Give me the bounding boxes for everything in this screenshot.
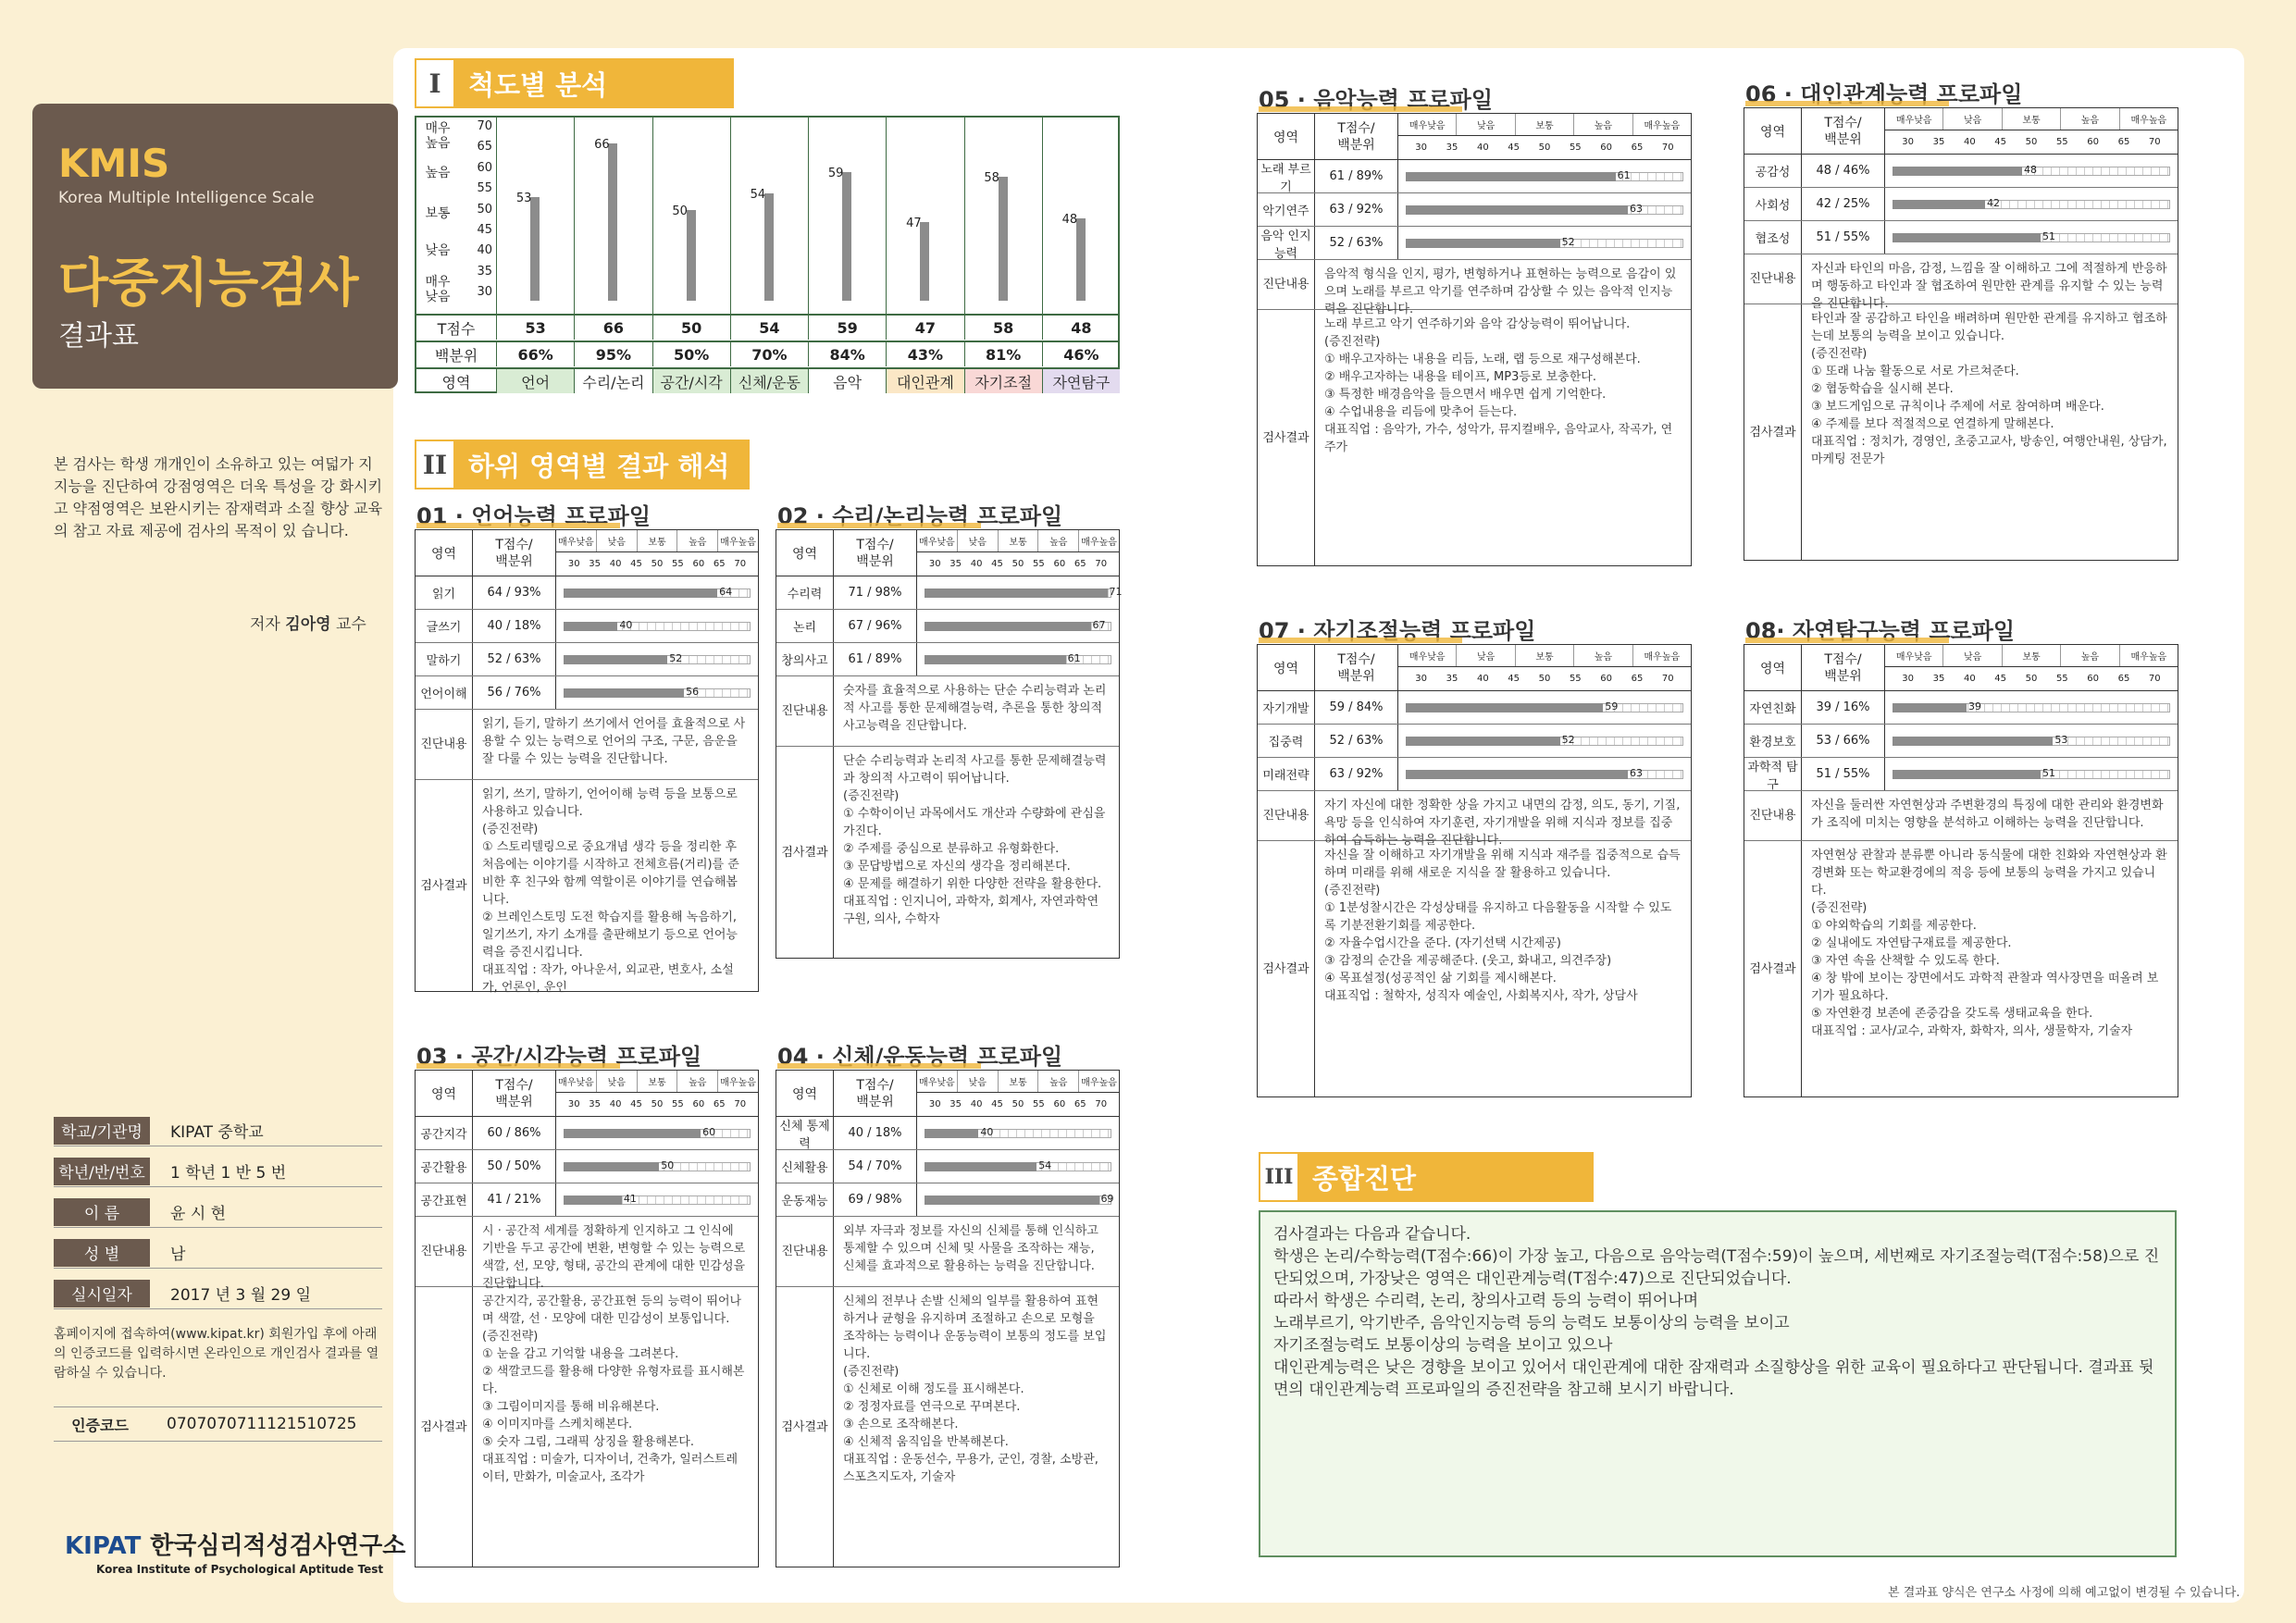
profile-row: 과학적 탐구 51 / 55% 51 — [1744, 758, 2178, 791]
score-bar-value: 40 — [980, 1126, 994, 1138]
score-bar — [1406, 770, 1628, 779]
info-label: 학년/반/번호 — [54, 1158, 150, 1185]
info-value: 2017 년 3 월 29 일 — [170, 1286, 311, 1305]
info-label: 성 별 — [54, 1239, 150, 1267]
score-bar-value: 51 — [2042, 767, 2055, 779]
profile-08: 08· 자연탐구능력 프로파일 영역 T점수/ 백분위 매우낮음 낮음 보통 높음 매우높음 30 35 40 45 50 55 60 65 70 자연친화 39 / 16% 39 환경보호 53 / 66% 53 과학적 탐구 51 / 55% 51 진단내용 자신을 둘러싼 자연현상과 주변환경의 특징에 대한 관리와 환경변화가 조직에 미치는 영향을 분석하고 이해하는 능력을 진단합니다. 검사결과 자연현상 관찰과 분류뿐 아니라 동식물에 대한 친화와 자연현상과 환경변화 또는 학교환경에의 적응 등에 보통의 능력을 가지고 있습니다. (증진전략) ① 야외학습의 기회를 제공한다. ② 실내에도 자연탐구재료를 제공한다. ③ 자연 속을 산책할 수 있도록 한다. ④ 창 밖에 보이는 장면에서도 과학적 관찰과 역사장면을 떠올려 보기가 필요하다. ⑤ 자연환경 보존에 존중감을 갖도록 생태교육을 한다. 대표직업 : 교사/교수, 과학자, 화학자, 의사, 생물학자, 기술자 — [1744, 613, 2178, 1097]
diagnosis: 진단내용 음악적 형식을 인지, 평가, 변형하거나 표현하는 능력으로 음감이 있으며 노래를 부르고 악기를 연주하며 감상할 수 있는 음악적 인지능력을 진단합니다. — [1258, 260, 1691, 310]
y-level-label: 낮음 — [425, 243, 451, 258]
bar-value-label: 48 — [1061, 212, 1078, 227]
score-bar-value: 61 — [1617, 169, 1631, 181]
profile-row: 협조성 51 / 55% 51 — [1744, 221, 2178, 254]
y-level-label: 매우 낮음 — [425, 275, 451, 304]
y-level-label: 높음 — [425, 166, 451, 180]
score-bar — [1406, 703, 1603, 712]
cert-code-value: 0707070711121510725 — [167, 1415, 357, 1433]
score-bar — [564, 1196, 622, 1205]
profile-title: 02 · 수리/논리능력 프로파일 — [776, 498, 1120, 529]
profile-row: 신체 통제력 40 / 18% 40 — [776, 1117, 1119, 1150]
info-value: 윤 시 현 — [170, 1205, 227, 1223]
score-bar — [564, 688, 684, 698]
info-value: KIPAT 중학교 — [170, 1123, 264, 1142]
score-bar-value: 59 — [1605, 700, 1619, 712]
y-tick-label: 65 — [477, 140, 492, 155]
profile-row: 자연친화 39 / 16% 39 — [1744, 691, 2178, 725]
profile-row: 음악 인지능력 52 / 63% 52 — [1258, 227, 1691, 260]
score-bar — [925, 1196, 1099, 1205]
bar — [764, 193, 774, 301]
section-1-header: I 척도별 분석 — [415, 58, 734, 108]
score-bar — [925, 622, 1091, 631]
profile-row: 미래전략 63 / 92% 63 — [1258, 758, 1691, 791]
score-bar — [564, 622, 617, 631]
y-tick-label: 35 — [477, 264, 492, 279]
diagnosis: 진단내용 읽기, 듣기, 말하기 쓰기에서 언어를 효율적으로 사용할 수 있는 능력으로 언어의 구조, 구문, 음운을 잘 다룰 수 있는 능력을 진단합니다. — [416, 710, 758, 780]
bar-value-label: 47 — [906, 217, 922, 231]
score-bar — [925, 1162, 1036, 1171]
info-row — [54, 1278, 382, 1309]
profile-row: 공간표현 41 / 21% 41 — [416, 1183, 758, 1217]
y-tick-label: 30 — [477, 285, 492, 300]
profile-01: 01 · 언어능력 프로파일 영역 T점수/ 백분위 매우낮음 낮음 보통 높음 매우높음 30 35 40 45 50 55 60 65 70 읽기 64 / 93% 64 글쓰기 40 / 18% 40 말하기 52 / 63% 52 언어이해 56 / 76% 56 진단내용 읽기, 듣기, 말하기 쓰기에서 언어를 효율적으로 사용할 수 있는 능력으로 언어의 구조, 구문, 음운을 잘 다룰 수 있는 능력을 진단합니다. 검사결과 읽기, 쓰기, 말하기, 언어이해 능력 등을 보통으로 사용하고 있습니다. (증진전략) ① 스토리텔링으로 중요개념 생각 등을 정리한 후 처음에는 이야기를 시작하고 전체흐름(거리)를 준비한 후 친구와 함께 역할이론 이야기를 연습해봅니다. ② 브레인스토밍 도전 학습지를 활용해 녹음하기, 일기쓰기, 자기 소개를 출판해보기 등으로 언어능력을 증진시킵니다. 대표직업 : 작가, 아나운서, 외교관, 변호사, 소설가, 언론인, 운인 — [415, 498, 759, 992]
score-bar-value: 42 — [1987, 197, 2000, 209]
score-bar — [1893, 770, 2041, 779]
profile-row: 환경보호 53 / 66% 53 — [1744, 725, 2178, 758]
y-tick-label: 70 — [477, 119, 492, 133]
page-title: 다중지능검사 — [58, 254, 359, 314]
bar — [687, 210, 696, 302]
profile-row: 읽기 64 / 93% 64 — [416, 576, 758, 610]
info-row — [54, 1196, 382, 1228]
page-subtitle: 결과표 — [58, 320, 139, 353]
profile-row: 운동재능 69 / 98% 69 — [776, 1183, 1119, 1217]
score-bar-value: 69 — [1100, 1193, 1114, 1205]
y-level-label: 보통 — [425, 206, 451, 221]
profile-row: 수리력 71 / 98% 71 — [776, 576, 1119, 610]
score-bar-value: 53 — [2054, 734, 2068, 746]
score-bar-value: 56 — [686, 686, 700, 698]
score-bar-value: 52 — [1561, 236, 1575, 248]
profile-row: 공간활용 50 / 50% 50 — [416, 1150, 758, 1183]
profile-title: 07 · 자기조절능력 프로파일 — [1257, 613, 1692, 644]
info-value: 남 — [170, 1245, 186, 1264]
profile-04: 04 · 신체/운동능력 프로파일 영역 T점수/ 백분위 매우낮음 낮음 보통 높음 매우높음 30 35 40 45 50 55 60 65 70 신체 통제력 40 / 18% 40 신체활용 54 / 70% 54 운동재능 69 / 98% 69 진단내용 외부 자극과 정보를 자신의 신체를 통해 인식하고 통제할 수 있으며 신체 및 사물을 조작하는 재능, 신체를 효과적으로 활용하는 능력을 진단합니다. 검사결과 신체의 전부나 손발 신체의 일부를 활용하여 표현하거나 균형을 유지하며 조절하고 손으로 모형을 조작하는 능력이나 운동능력이 보통의 정도를 보입니다. (증진전략) ① 신체로 이해 정도를 표시해본다. ② 정정자료를 연극으로 꾸며본다. ③ 손으로 조작해본다. ④ 신체적 움직임을 반복해본다. 대표직업 : 운동선수, 무용가, 군인, 경찰, 소방관, 스포츠지도자, 기술자 — [776, 1038, 1120, 1567]
score-bar — [1893, 737, 2053, 746]
scale-row: 영역 언어 수리/논리 공간/시각 신체/운동 음악 대인관계 자기조절 자연탐구 — [416, 367, 1120, 393]
profile-row: 글쓰기 40 / 18% 40 — [416, 610, 758, 643]
score-bar-value: 50 — [661, 1159, 675, 1171]
y-tick-label: 50 — [477, 202, 492, 217]
bar — [842, 172, 851, 301]
student-info — [54, 1115, 382, 1319]
section-3-header: III 종합진단 — [1259, 1152, 1594, 1202]
bar-value-label: 59 — [827, 167, 844, 181]
section-2-header: II 하위 영역별 결과 해석 — [415, 440, 750, 489]
profile-row: 사회성 42 / 25% 42 — [1744, 188, 2178, 221]
info-value: 1 학년 1 반 5 번 — [170, 1164, 287, 1183]
profile-row: 악기연주 63 / 92% 63 — [1258, 193, 1691, 227]
profile-03: 03 · 공간/시각능력 프로파일 영역 T점수/ 백분위 매우낮음 낮음 보통 높음 매우높음 30 35 40 45 50 55 60 65 70 공간지각 60 / 86% 60 공간활용 50 / 50% 50 공간표현 41 / 21% 41 진단내용 시 · 공간적 세계를 정확하게 인지하고 그 인식에 기반을 두고 공간에 변환, 변형할 수 있는 능력으로 색깔, 선, 모양, 형태, 공간의 관계에 대한 민감성을 진단합니다. 검사결과 공간지각, 공간활용, 공간표현 등의 능력이 뛰어나며 색깔, 선 · 모양에 대한 민감성이 보통입니다. (증진전략) ① 눈을 감고 기억할 내용을 그려본다. ② 색깔코드를 활용해 다양한 유형자료를 표시해본다. ③ 그림이미지를 통해 비유해본다. ④ 이미지마를 스케치해본다. ⑤ 숫자 그림, 그래픽 상징을 활용해본다. 대표직업 : 미술가, 디자이너, 건축가, 일러스트레이터, 만화가, 미술교사, 조각가 — [415, 1038, 759, 1567]
profile-title: 08· 자연탐구능력 프로파일 — [1744, 613, 2178, 644]
test-result: 검사결과 신체의 전부나 손발 신체의 일부를 활용하여 표현하거나 균형을 유지하며 조절하고 손으로 모형을 조작하는 능력이나 운동능력이 보통의 정도를 보입니다. (증진전략) ① 신체로 이해 정도를 표시해본다. ② 정정자료를 연극으로 꾸며본다. ③ 손으로 조작해본다. ④ 신체적 움직임을 반복해본다. 대표직업 : 운동선수, 무용가, 군인, 경찰, 소방관, 스포츠지도자, 기술자 — [776, 1287, 1119, 1567]
footnote: 본 결과표 양식은 연구소 사정에 의해 예고없이 변경될 수 있습니다. — [1888, 1586, 2240, 1600]
score-bar — [564, 1162, 659, 1171]
profile-title: 03 · 공간/시각능력 프로파일 — [415, 1038, 759, 1070]
y-tick-label: 45 — [477, 223, 492, 237]
score-bar — [1406, 737, 1560, 746]
score-bar-value: 61 — [1067, 652, 1081, 664]
score-bar-value: 40 — [619, 619, 633, 631]
score-bar — [564, 588, 717, 598]
profile-title: 05 · 음악능력 프로파일 — [1257, 81, 1692, 113]
bar — [920, 222, 929, 301]
test-result: 검사결과 단순 수리능력과 논리적 사고를 통한 문제해결능력과 창의적 사고력이 뛰어납니다. (증진전략) ① 수학이이닌 과목에서도 개산과 수량화에 관심을 가진다. ② 주제를 중심으로 분류하고 유형화한다. ③ 문답방법으로 자신의 생각을 정리해본다. ④ 문제를 해결하기 위한 다양한 전략을 활용한다. 대표직업 : 인지니어, 과학자, 회계사, 자연과학연구원, 의사, 수학자 — [776, 747, 1119, 958]
score-bar-value: 64 — [719, 586, 733, 598]
score-bar-value: 51 — [2042, 230, 2055, 242]
bar-value-label: 66 — [594, 137, 610, 152]
score-bar-value: 71 — [1109, 586, 1123, 598]
score-bar — [564, 655, 667, 664]
scale-row: T점수 53 66 50 54 59 47 58 48 — [416, 314, 1120, 340]
profile-row: 공간지각 60 / 86% 60 — [416, 1117, 758, 1150]
score-bar-value: 60 — [702, 1126, 716, 1138]
score-bar — [925, 1129, 978, 1138]
score-bar-value: 39 — [1968, 700, 1981, 712]
info-label: 이 름 — [54, 1198, 150, 1226]
title-box — [32, 104, 398, 389]
online-note: 홈페이지에 접속하여(www.kipat.kr) 회원가입 후에 아래의 인증코드를 입력하시면 온라인으로 개인검사 결과를 열람하실 수 있습니다. — [54, 1327, 379, 1381]
profile-title: 01 · 언어능력 프로파일 — [415, 498, 759, 529]
score-bar-value: 52 — [669, 652, 683, 664]
y-level-label: 매우 높음 — [425, 121, 451, 151]
diagnosis: 진단내용 외부 자극과 정보를 자신의 신체를 통해 인식하고 통제할 수 있으며 신체 및 사물을 조작하는 재능, 신체를 효과적으로 활용하는 능력을 진단합니다. — [776, 1217, 1119, 1287]
brand: KMIS — [58, 141, 170, 186]
score-bar — [1893, 703, 1967, 712]
bar-value-label: 50 — [672, 204, 688, 218]
profile-row: 노래 부르기 61 / 89% 61 — [1258, 160, 1691, 193]
y-tick-label: 55 — [477, 181, 492, 196]
scale-chart — [415, 116, 1120, 393]
test-result: 검사결과 공간지각, 공간활용, 공간표현 등의 능력이 뛰어나며 색깔, 선 · 모양에 대한 민감성이 보통입니다. (증진전략) ① 눈을 감고 기억할 내용을 그려본다. ② 색깔코드를 활용해 다양한 유형자료를 표시해본다. ③ 그림이미지를 통해 비유해본다. ④ 이미지마를 스케치해본다. ⑤ 숫자 그림, 그래픽 상징을 활용해본다. 대표직업 : 미술가, 디자이너, 건축가, 일러스트레이터, 만화가, 미술교사, 조각가 — [416, 1287, 758, 1567]
profile-title: 06 · 대인관계능력 프로파일 — [1744, 76, 2178, 107]
profile-07: 07 · 자기조절능력 프로파일 영역 T점수/ 백분위 매우낮음 낮음 보통 높음 매우높음 30 35 40 45 50 55 60 65 70 자기개발 59 / 84% 59 집중력 52 / 63% 52 미래전략 63 / 92% 63 진단내용 자기 자신에 대한 정확한 상을 가지고 내면의 감정, 의도, 동기, 기질, 욕망 등을 인식하여 자기훈련, 자기개발을 위해 지식과 정보를 집중하여 습득하는 능력을 진단합니다. 검사결과 자신을 잘 이해하고 자기개발을 위해 지식과 재주를 집중적으로 습득하며 미래를 위해 새로운 지식을 잘 활용하고 있습니다. (증진전략) ① 1분성찰시간은 각성상태를 유지하고 다음활동을 시작할 수 있도록 기분전환기회를 제공한다. ② 자율수업시간을 준다. (자기선택 시간제공) ③ 감정의 순간을 제공해준다. (웃고, 화내고, 의견주장) ④ 목표설정(성공적인 삶 기회를 제시해본다. 대표직업 : 철학자, 성직자 예술인, 사회복지사, 작가, 상담사 — [1257, 613, 1692, 1097]
info-row — [54, 1237, 382, 1269]
bar-value-label: 53 — [515, 192, 532, 206]
kipat-logo: KIPAT 한국심리적성검사연구소 Korea Institute of Psychological Aptitude Test — [65, 1532, 406, 1576]
bar — [530, 197, 540, 301]
diagnosis: 진단내용 시 · 공간적 세계를 정확하게 인지하고 그 인식에 기반을 두고 공간에 변환, 변형할 수 있는 능력으로 색깔, 선, 모양, 형태, 공간의 관계에 대한 민감성을 진단합니다. — [416, 1217, 758, 1287]
test-result: 검사결과 자연현상 관찰과 분류뿐 아니라 동식물에 대한 친화와 자연현상과 환경변화 또는 학교환경에의 적응 등에 보통의 능력을 가지고 있습니다. (증진전략) ① 야외학습의 기회를 제공한다. ② 실내에도 자연탐구재료를 제공한다. ③ 자연 속을 산책할 수 있도록 한다. ④ 창 밖에 보이는 장면에서도 과학적 관찰과 역사장면을 떠올려 보기가 필요하다. ⑤ 자연환경 보존에 존중감을 갖도록 생태교육을 한다. 대표직업 : 교사/교수, 과학자, 화학자, 의사, 생물학자, 기술자 — [1744, 841, 2178, 1096]
diagnosis: 진단내용 자신을 둘러싼 자연현상과 주변환경의 특징에 대한 관리와 환경변화가 조직에 미치는 영향을 분석하고 이해하는 능력을 진단합니다. — [1744, 791, 2178, 841]
score-bar-value: 67 — [1092, 619, 1106, 631]
profile-row: 언어이해 56 / 76% 56 — [416, 676, 758, 710]
score-bar — [564, 1129, 701, 1138]
profile-05: 05 · 음악능력 프로파일 영역 T점수/ 백분위 매우낮음 낮음 보통 높음 매우높음 30 35 40 45 50 55 60 65 70 노래 부르기 61 / 89% 61 악기연주 63 / 92% 63 음악 인지능력 52 / 63% 52 진단내용 음악적 형식을 인지, 평가, 변형하거나 표현하는 능력으로 음감이 있으며 노래를 부르고 악기를 연주하며 감상할 수 있는 음악적 인지능력을 진단합니다. 검사결과 노래 부르고 악기 연주하기와 음악 감상능력이 뛰어납니다. (증진전략) ① 배우고자하는 내용을 리듬, 노래, 랩 등으로 재구성해본다. ② 배우고자하는 내용을 테이프, MP3등로 보충한다. ③ 특정한 배경음악을 들으면서 배우면 쉽게 기억한다. ④ 수업내용을 리듬에 맞추어 듣는다. 대표직업 : 음악가, 가수, 성악가, 뮤지컬배우, 음악교사, 작곡가, 연주가 — [1257, 81, 1692, 566]
test-result: 검사결과 자신을 잘 이해하고 자기개발을 위해 지식과 재주를 집중적으로 습득하며 미래를 위해 새로운 지식을 잘 활용하고 있습니다. (증진전략) ① 1분성찰시간은 각성상태를 유지하고 다음활동을 시작할 수 있도록 기분전환기회를 제공한다. ② 자율수업시간을 준다. (자기선택 시간제공) ③ 감정의 순간을 제공해준다. (웃고, 화내고, 의견주장) ④ 목표설정(성공적인 삶 기회를 제시해본다. 대표직업 : 철학자, 성직자 예술인, 사회복지사, 작가, 상담사 — [1258, 841, 1691, 1096]
bar-value-label: 58 — [984, 170, 999, 185]
author: 저자 김아영 교수 — [250, 615, 366, 634]
score-bar-value: 63 — [1630, 203, 1643, 215]
score-bar — [1893, 167, 2022, 176]
cert-code — [54, 1406, 382, 1442]
bar — [999, 177, 1008, 301]
bar — [608, 143, 617, 301]
test-result: 검사결과 타인과 잘 공감하고 타인을 배려하며 원만한 관계를 유지하고 협조하는데 보통의 능력을 보이고 있습니다. (증진전략) ① 또래 나눔 활동으로 서로 가르쳐준다. ② 협동학습을 실시해 본다. ③ 보드게임으로 규칙이나 주제에 서로 참여하며 배운다. ④ 주제를 보다 적절적으로 연결하게 말해본다. 대표직업 : 정치가, 경영인, 초중고교사, 방송인, 여행안내원, 상담가, 마케팅 전문가 — [1744, 304, 2178, 560]
y-tick-label: 40 — [477, 243, 492, 258]
score-bar-value: 63 — [1630, 767, 1643, 779]
diagnosis: 진단내용 숫자를 효율적으로 사용하는 단순 수리능력과 논리적 사고를 통한 문제해결능력, 추론을 통한 창의적 사고능력을 진단합니다. — [776, 676, 1119, 747]
score-bar-value: 41 — [623, 1193, 637, 1205]
scale-row: 백분위 66% 95% 50% 70% 84% 43% 81% 46% — [416, 341, 1120, 366]
profile-02: 02 · 수리/논리능력 프로파일 영역 T점수/ 백분위 매우낮음 낮음 보통 높음 매우높음 30 35 40 45 50 55 60 65 70 수리력 71 / 98% 71 논리 67 / 96% 67 창의사고 61 / 89% 61 진단내용 숫자를 효율적으로 사용하는 단순 수리능력과 논리적 사고를 통한 문제해결능력, 추론을 통한 창의적 사고능력을 진단합니다. 검사결과 단순 수리능력과 논리적 사고를 통한 문제해결능력과 창의적 사고력이 뛰어납니다. (증진전략) ① 수학이이닌 과목에서도 개산과 수량화에 관심을 가진다. ② 주제를 중심으로 분류하고 유형화한다. ③ 문답방법으로 자신의 생각을 정리해본다. ④ 문제를 해결하기 위한 다양한 전략을 활용한다. 대표직업 : 인지니어, 과학자, 회계사, 자연과학연구원, 의사, 수학자 — [776, 498, 1120, 959]
intro-text: 본 검사는 학생 개개인이 소유하고 있는 여덟가 지 지능을 진단하여 강점영역은 더욱 특성을 강 화시키고 약점영역은 보완시키는 잠재력과 소질 향상 교육의 참고 자료 제공에 검사의 목적이 있 습니다. — [54, 455, 383, 539]
score-bar — [1893, 233, 2041, 242]
info-row — [54, 1156, 382, 1187]
profile-title: 04 · 신체/운동능력 프로파일 — [776, 1038, 1120, 1070]
cert-code-label: 인증코드 — [71, 1416, 129, 1434]
diagnosis: 진단내용 자기 자신에 대한 정확한 상을 가지고 내면의 감정, 의도, 동기, 기질, 욕망 등을 인식하여 자기훈련, 자기개발을 위해 지식과 정보를 집중하여 습득하는 능력을 진단합니다. — [1258, 791, 1691, 841]
profile-row: 집중력 52 / 63% 52 — [1258, 725, 1691, 758]
brand-subtitle: Korea Multiple Intelligence Scale — [58, 189, 315, 207]
score-bar — [1406, 172, 1616, 181]
score-bar — [1893, 200, 1985, 209]
profile-row: 말하기 52 / 63% 52 — [416, 643, 758, 676]
score-bar-value: 54 — [1038, 1159, 1052, 1171]
score-bar — [1406, 205, 1628, 215]
score-bar-value: 52 — [1561, 734, 1575, 746]
y-tick-label: 60 — [477, 160, 492, 175]
test-result: 검사결과 읽기, 쓰기, 말하기, 언어이해 능력 등을 보통으로 사용하고 있습니다. (증진전략) ① 스토리텔링으로 중요개념 생각 등을 정리한 후 처음에는 이야기를 시작하고 전체흐름(거리)를 준비한 후 친구와 함께 역할이론 이야기를 연습해봅니다. ② 브레인스토밍 도전 학습지를 활용해 녹음하기, 일기쓰기, 자기 소개를 출판해보기 등으로 언어능력을 증진시킵니다. 대표직업 : 작가, 아나운서, 외교관, 변호사, 소설가, 언론인, 운인 — [416, 780, 758, 991]
diagnosis: 진단내용 자신과 타인의 마음, 감정, 느낌을 잘 이해하고 그에 적절하게 반응하며 행동하고 타인과 잘 협조하여 원만한 관계를 유지할 수 있는 능력을 진단합니다. — [1744, 254, 2178, 304]
profile-row: 신체활용 54 / 70% 54 — [776, 1150, 1119, 1183]
info-row — [54, 1115, 382, 1146]
info-label: 실시일자 — [54, 1280, 150, 1307]
info-label: 학교/기관명 — [54, 1117, 150, 1145]
profile-06: 06 · 대인관계능력 프로파일 영역 T점수/ 백분위 매우낮음 낮음 보통 높음 매우높음 30 35 40 45 50 55 60 65 70 공감성 48 / 46% 48 사회성 42 / 25% 42 협조성 51 / 55% 51 진단내용 자신과 타인의 마음, 감정, 느낌을 잘 이해하고 그에 적절하게 반응하며 행동하고 타인과 잘 협조하여 원만한 관계를 유지할 수 있는 능력을 진단합니다. 검사결과 타인과 잘 공감하고 타인을 배려하며 원만한 관계를 유지하고 협조하는데 보통의 능력을 보이고 있습니다. (증진전략) ① 또래 나눔 활동으로 서로 가르쳐준다. ② 협동학습을 실시해 본다. ③ 보드게임으로 규칙이나 주제에 서로 참여하며 배운다. ④ 주제를 보다 적절적으로 연결하게 말해본다. 대표직업 : 정치가, 경영인, 초중고교사, 방송인, 여행안내원, 상담가, 마케팅 전문가 — [1744, 76, 2178, 561]
bar — [1076, 218, 1086, 302]
score-bar — [1406, 239, 1560, 248]
score-bar-value: 48 — [2024, 164, 2037, 176]
profile-row: 창의사고 61 / 89% 61 — [776, 643, 1119, 676]
test-result: 검사결과 노래 부르고 악기 연주하기와 음악 감상능력이 뛰어납니다. (증진전략) ① 배우고자하는 내용을 리듬, 노래, 랩 등으로 재구성해본다. ② 배우고자하는 내용을 테이프, MP3등로 보충한다. ③ 특정한 배경음악을 들으면서 배우면 쉽게 기억한다. ④ 수업내용을 리듬에 맞추어 듣는다. 대표직업 : 음악가, 가수, 성악가, 뮤지컬배우, 음악교사, 작곡가, 연주가 — [1258, 310, 1691, 565]
score-bar — [925, 588, 1108, 598]
bar-value-label: 54 — [750, 187, 766, 202]
summary-text: 검사결과는 다음과 같습니다. 학생은 논리/수학능력(T점수:66)이 가장 높고, 다음으로 음악능력(T점수:59)이 높으며, 세번째로 자기조절능력(T점수:58)으로 진단되었으며, 가장낮은 영역은 대인관계능력(T점수:47)으로 진단되었습니다. 따라서 학생은 수리력, 논리, 창의사고력 등의 능력이 뛰어나며 노래부르기, 악기반주, 음악인지능력 등의 능력도 보통이상의 능력을 보이고 자기조절능력도 보통이상의 능력을 보이고 있으나 대인관계능력은 낮은 경향을 보이고 있어서 대인관계에 대한 잠재력과 소질향상을 위한 교육이 필요하다고 판단됩니다. 결과표 뒷면의 대인관계능력 프로파일의 증진전략을 참고해 보시기 바랍니다. — [1259, 1210, 2177, 1557]
profile-row: 공감성 48 / 46% 48 — [1744, 155, 2178, 188]
score-bar — [925, 655, 1066, 664]
profile-row: 논리 67 / 96% 67 — [776, 610, 1119, 643]
profile-row: 자기개발 59 / 84% 59 — [1258, 691, 1691, 725]
